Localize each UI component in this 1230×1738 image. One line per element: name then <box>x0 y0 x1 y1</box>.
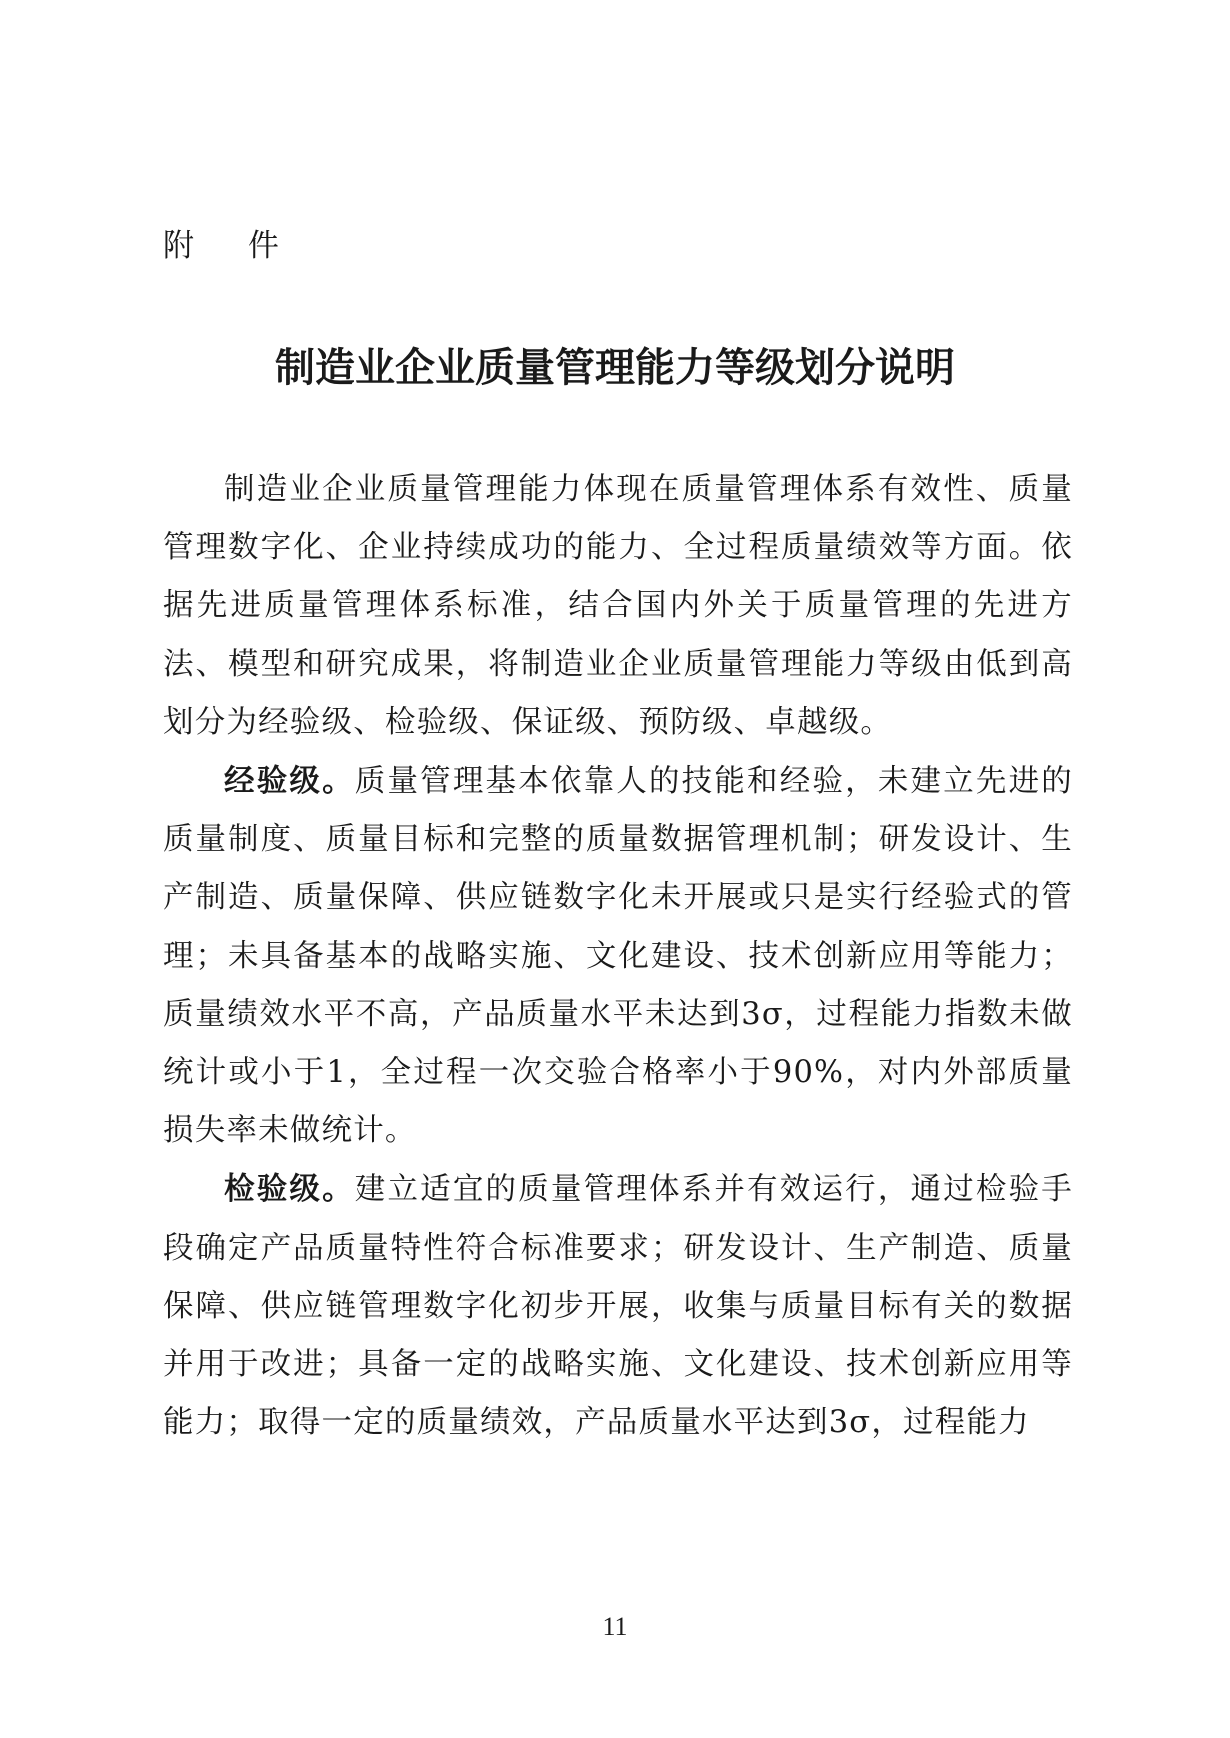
inspection-level-heading: 检验级。 <box>224 1171 355 1208</box>
inspection-level-text: 建立适宜的质量管理体系并有效运行，通过检验手段确定产品质量特性符合标准要求；研发设计、生产制造、质量保障、供应链管理数字化初步开展，收集与质量目标有关的数据并用于改进；具备一定的战略实施、文化建设、技术创新应用等能力；取得一定的质量绩效，产品质量水平达到3σ，过程能力 <box>163 1172 1073 1441</box>
experience-level-heading: 经验级。 <box>224 763 355 800</box>
experience-level-text: 质量管理基本依靠人的技能和经验，未建立先进的质量制度、质量目标和完整的质量数据管理机制；研发设计、生产制造、质量保障、供应链数字化未开展或只是实行经验式的管理；未具备基本的战略实施、文化建设、技术创新应用等能力；质量绩效水平不高，产品质量水平未达到3σ，过程能力指数未做统计或小于1，全过程一次交验合格率小于90%，对内外部质量损失率未做统计。 <box>163 764 1073 1149</box>
experience-level-paragraph <box>163 752 1073 1160</box>
intro-paragraph-text: 制造业企业质量管理能力体现在质量管理体系有效性、质量管理数字化、企业持续成功的能力、全过程质量绩效等方面。依据先进质量管理体系标准，结合国内外关于质量管理的先进方法、模型和研究成果，将制造业企业质量管理能力等级由低到高划分为经验级、检验级、保证级、预防级、卓越级。 <box>163 472 1073 740</box>
attachment-label: 附 件 <box>163 228 301 264</box>
intro-paragraph <box>163 461 1073 752</box>
document-body <box>163 461 1073 1452</box>
inspection-level-paragraph <box>163 1160 1073 1452</box>
page-number: 11 <box>602 1612 628 1641</box>
document-title: 制造业企业质量管理能力等级划分说明 <box>275 345 955 391</box>
